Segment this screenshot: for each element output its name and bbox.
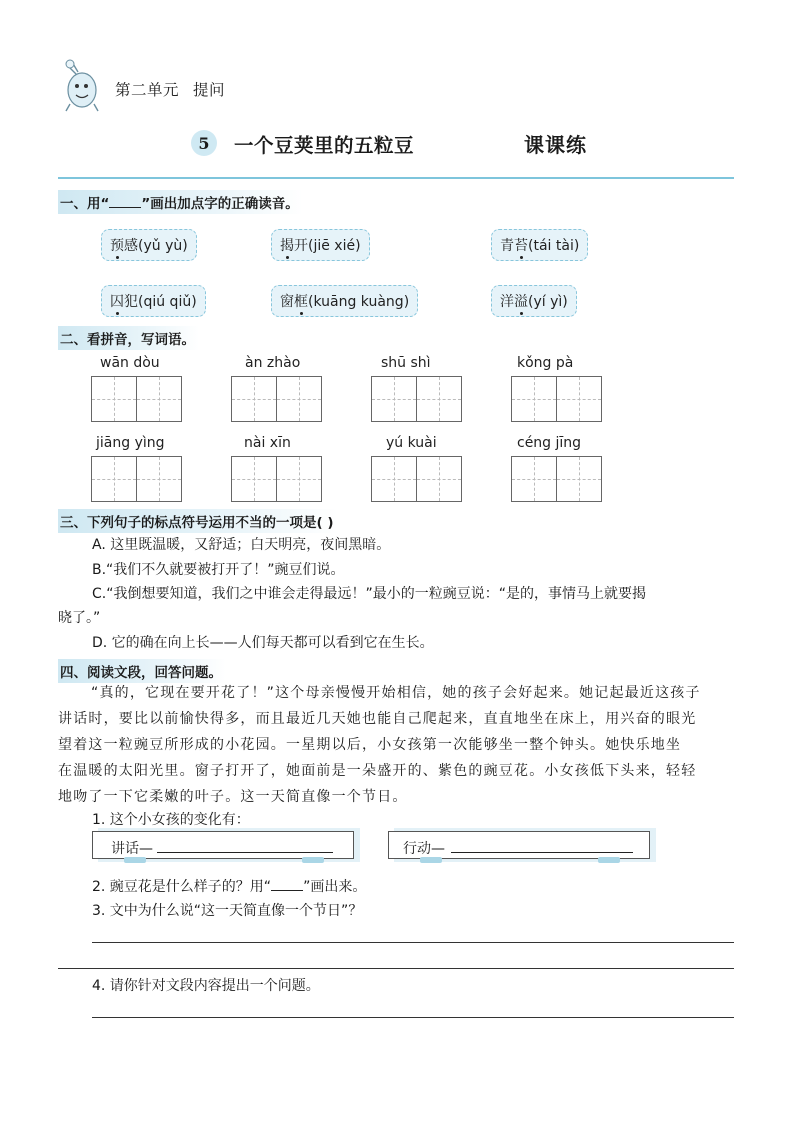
dotted-char: 框 <box>294 294 308 310</box>
option-c[interactable]: C.“我倒想要知道，我们之中谁会走得最远！”最小的一粒豌豆说：“是的，事情马上就要揭 <box>92 586 646 602</box>
answer-line[interactable] <box>58 968 734 969</box>
pinyin-choice-box[interactable] <box>101 285 206 317</box>
pinyin-label: yú kuài <box>386 435 437 451</box>
option-c-continued: 晓了。” <box>58 610 101 626</box>
writing-grid-cell[interactable] <box>231 376 277 422</box>
writing-grid-cell[interactable] <box>91 456 137 502</box>
answer-line <box>451 852 633 853</box>
answer-line <box>157 852 333 853</box>
section2-heading: 二、看拼音，写词语。 <box>58 326 199 350</box>
action-label: 行动— <box>403 841 445 857</box>
dotted-char: 溢 <box>514 294 528 310</box>
dotted-char: 预 <box>110 238 124 254</box>
pinyin-label: céng jīng <box>517 435 582 451</box>
pinyin-choice-box[interactable] <box>101 229 197 261</box>
writing-grid-cell[interactable] <box>511 456 557 502</box>
practice-label: 课课练 <box>524 133 587 157</box>
pinyin-label: shū shì <box>381 355 431 371</box>
question-3: 3. 文中为什么说“这一天简直像一个节日”？ <box>92 903 363 919</box>
writing-grid-cell[interactable] <box>136 456 182 502</box>
pinyin-options: 开(jiē xié) <box>294 238 361 254</box>
writing-grid-cell[interactable] <box>276 456 322 502</box>
section1-heading <box>58 190 303 214</box>
writing-grid-cell[interactable] <box>416 456 462 502</box>
passage-line: 地吻了一下它柔嫩的叶子。这一天简直像一个节日。 <box>58 789 408 805</box>
board-leg <box>420 857 442 863</box>
passage-line: 在温暖的太阳光里。窗子打开了，她面前是一朵盛开的、紫色的豌豆花。小女孩低下头来，轻轻 <box>58 763 697 779</box>
pinyin-choice-box[interactable] <box>271 229 370 261</box>
lesson-number: 5 <box>198 133 210 153</box>
board-leg <box>598 857 620 863</box>
pinyin-options: (yí yì) <box>528 294 568 310</box>
dotted-char: 揭 <box>280 238 294 254</box>
question-2-post: ”画出来。 <box>303 879 367 895</box>
question-2 <box>92 876 366 896</box>
option-d[interactable]: D. 它的确在向上长——人们每天都可以看到它在生长。 <box>92 635 434 651</box>
passage-line: 望着这一粒豌豆所形成的小花园。一星期以后，小女孩第一次能够坐一整个钟头。她快乐地坐 <box>58 737 682 753</box>
pinyin-label: wān dòu <box>100 355 160 371</box>
pinyin-options: 感(yǔ yù) <box>124 238 188 254</box>
dotted-char: 囚 <box>110 294 124 310</box>
writing-grid-cell[interactable] <box>511 376 557 422</box>
writing-grid-cell[interactable] <box>416 376 462 422</box>
unit-name: 第二单元 <box>115 81 180 99</box>
writing-grid-cell[interactable] <box>91 376 137 422</box>
section1-heading-pre: 一、用“ <box>60 196 110 212</box>
underline-blank <box>109 197 141 208</box>
pinyin-options: (kuāng kuàng) <box>308 294 410 310</box>
pinyin-options: 犯(qiú qiǔ) <box>124 294 197 310</box>
underline-blank <box>271 880 303 891</box>
answer-line[interactable] <box>92 1017 734 1018</box>
unit-label <box>115 78 225 100</box>
board-leg <box>124 857 146 863</box>
pinyin-label: kǒng pà <box>517 355 574 371</box>
passage-line: 讲话时，要比以前愉快得多，而且最近几天她也能自己爬起来，直直地坐在床上，用兴奋的眼光 <box>58 711 697 727</box>
answer-board-speech[interactable] <box>92 831 354 859</box>
writing-grid-cell[interactable] <box>556 456 602 502</box>
section4-heading: 四、阅读文段，回答问题。 <box>58 659 226 683</box>
question-4: 4. 请你针对文段内容提出一个问题。 <box>92 978 320 994</box>
question-2-pre: 2. 豌豆花是什么样子的？用“ <box>92 879 272 895</box>
section1-heading-post: ”画出加点字的正确读音。 <box>141 196 299 212</box>
dotted-char: 苔 <box>514 238 528 254</box>
speech-label: 讲话— <box>111 841 153 857</box>
option-a[interactable]: A. 这里既温暖，又舒适；白天明亮，夜间黑暗。 <box>92 537 391 553</box>
pinyin-label: nài xīn <box>244 435 291 451</box>
mascot-icon <box>58 56 106 112</box>
pinyin-choice-box[interactable]: 窗框(kuāng kuàng) <box>271 285 418 317</box>
pinyin-label: jiāng yìng <box>96 435 165 451</box>
title-divider <box>58 177 734 179</box>
writing-grid-cell[interactable] <box>276 376 322 422</box>
writing-grid-cell[interactable] <box>136 376 182 422</box>
writing-grid-cell[interactable] <box>556 376 602 422</box>
pinyin-options: (tái tài) <box>528 238 580 254</box>
pinyin-choice-box[interactable]: 洋溢(yí yì) <box>491 285 577 317</box>
lesson-title: 一个豆荚里的五粒豆 <box>234 134 415 157</box>
board-leg <box>302 857 324 863</box>
option-b[interactable]: B.“我们不久就要被打开了！”豌豆们说。 <box>92 562 345 578</box>
question-1: 1. 这个小女孩的变化有： <box>92 812 250 828</box>
pinyin-label: àn zhào <box>245 355 301 371</box>
passage-line: “真的，它现在要开花了！”这个母亲慢慢开始相信，她的孩子会好起来。她记起最近这孩子 <box>91 685 701 701</box>
section3-heading: 三、下列句子的标点符号运用不当的一项是( ) <box>58 509 338 533</box>
pinyin-choice-box[interactable]: 青苔(tái tài) <box>491 229 588 261</box>
writing-grid-cell[interactable] <box>371 376 417 422</box>
answer-line[interactable] <box>92 942 734 943</box>
lesson-number-badge <box>191 130 217 156</box>
unit-topic: 提问 <box>193 81 226 99</box>
writing-grid-cell[interactable] <box>371 456 417 502</box>
answer-board-action[interactable] <box>388 831 650 859</box>
writing-grid-cell[interactable] <box>231 456 277 502</box>
